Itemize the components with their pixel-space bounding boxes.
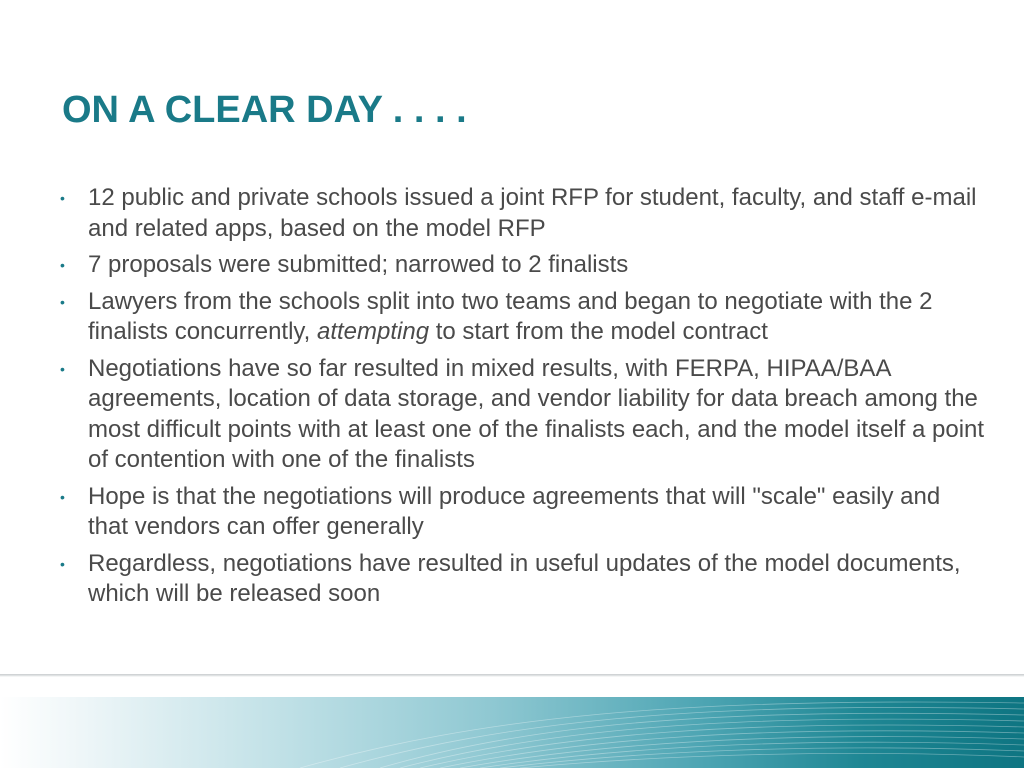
bullet-item [60,354,985,476]
footer-divider [0,674,1024,677]
bullet-text-segment: to start from the model contract [429,318,768,345]
bullet-text [88,550,961,608]
bullet-icon: • [60,360,65,377]
bullet-item [60,250,985,281]
bullet-icon: • [60,257,65,273]
bullet-item [60,183,985,244]
bullet-text [88,483,940,541]
bullet-text [88,184,976,242]
slide-title: ON A CLEAR DAY . . . . [62,89,467,131]
bullet-icon: • [60,293,65,310]
footer-wave-lines [0,697,1024,768]
bullet-text [88,355,984,474]
bullet-text-segment: Hope is that the negotiations will produce agreements that will "scale" easily and that vendors can offer generally [88,482,941,540]
bullet-text-segment: Lawyers from the schools split into two teams and began to negotiate with the 2 finalists concurrently, [88,287,933,345]
bullet-text-segment: Negotiations have so far resulted in mixed results, with FERPA, HIPAA/BAA agreements, location of data storage, and vendor liability for data breach among the most difficult points with at least one of the finalists each, and the model itself a point of contention with one of the finalists [88,354,985,473]
bullet-icon: • [60,555,65,572]
bullet-text-segment: 12 public and private schools issued a joint RFP for student, faculty, and staff e-mail and related apps, based on the model RFP [88,184,977,242]
bullet-list [60,183,985,616]
bullet-item [60,549,985,610]
bullet-icon: • [60,488,65,505]
bullet-item [60,482,985,543]
bullet-text-emphasis: attempting [316,318,430,345]
bullet-item [60,287,985,348]
footer-band [0,697,1024,768]
bullet-text-segment: Regardless, negotiations have resulted in useful updates of the model documents, which will be released soon [88,549,961,607]
bullet-text-segment: 7 proposals were submitted; narrowed to 2 finalists [88,251,629,278]
bullet-icon: • [60,190,65,206]
bullet-text [88,251,628,278]
bullet-text [88,288,932,346]
